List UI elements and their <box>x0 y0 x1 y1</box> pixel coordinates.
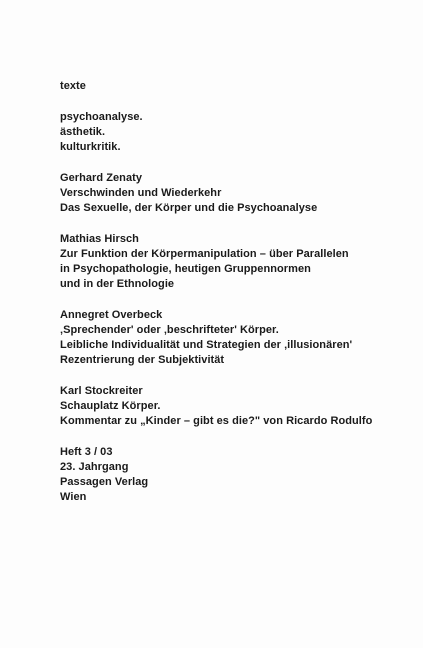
entry-title-line: in Psychopathologie, heutigen Gruppennormen <box>60 263 311 275</box>
entry-author: Annegret Overbeck <box>60 309 163 321</box>
volume-year: 23. Jahrgang <box>60 461 129 473</box>
entry-title-line: Leibliche Individualität und Strategien der ‚illusionären' <box>60 339 353 351</box>
entry-title-line: Rezentrierung der Subjektivität <box>60 354 225 366</box>
subtitle-line: psychoanalyse. <box>60 111 143 123</box>
issue-number: Heft 3 / 03 <box>60 446 113 458</box>
subtitle-line: ästhetik. <box>60 126 106 138</box>
entry-author: Mathias Hirsch <box>60 233 139 245</box>
entry-author: Karl Stockreiter <box>60 385 143 397</box>
entry-title-line: Zur Funktion der Körpermanipulation – über Parallelen <box>60 248 349 260</box>
entry-author: Gerhard Zenaty <box>60 172 143 184</box>
series-label: texte <box>60 80 86 92</box>
publisher-city: Wien <box>60 491 87 503</box>
publisher: Passagen Verlag <box>60 476 149 488</box>
entry-title-line: Schauplatz Körper. <box>60 400 161 412</box>
entry-title-line: und in der Ethnologie <box>60 278 175 290</box>
subtitle-line: kulturkritik. <box>60 141 121 153</box>
entry-title-line: ‚Sprechender' oder ‚beschrifteter' Körper. <box>60 324 279 336</box>
entry-title-line: Verschwinden und Wiederkehr <box>60 187 222 199</box>
entry-title-line: Kommentar zu „Kinder – gibt es die?" von Ricardo Rodulfo <box>60 415 373 427</box>
entry-title-line: Das Sexuelle, der Körper und die Psychoanalyse <box>60 202 318 214</box>
